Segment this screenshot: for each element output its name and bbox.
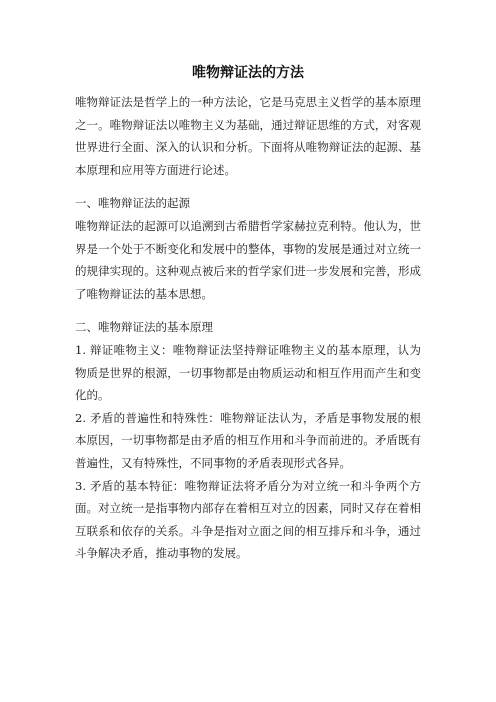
document-title: 唯物辩证法的方法 — [192, 65, 304, 81]
principle-item-3: 3. 矛盾的基本特征：唯物辩证法将矛盾分为对立统一和斗争两个方面。对立统一是指事物内部存在着相互对立的因素，同时又存在着相互联系和依存的关系。斗争是指对立面之间的相互排斥和斗争，通过斗争解决矛盾，推动事物的发展。 — [75, 478, 421, 561]
principle-item-2: 2. 矛盾的普遍性和特殊性：唯物辩证法认为，矛盾是事物发展的根本原因，一切事物都是由矛盾的相互作用和斗争而前进的。矛盾既有普遍性，又有特殊性，不同事物的矛盾表现形式各异。 — [75, 410, 421, 470]
principle-item-1: 1. 辩证唯物主义：唯物辩证法坚持辩证唯物主义的基本原理，认为物质是世界的根源，一切事物都是由物质运动和相互作用而产生和变化的。 — [75, 342, 421, 403]
section-heading-origin: 一、唯物辩证法的起源 — [75, 196, 190, 211]
paragraph-gap — [75, 181, 421, 192]
document-content — [75, 62, 421, 565]
intro-paragraph: 唯物辩证法是哲学上的一种方法论，它是马克思主义哲学的基本原理之一。唯物辩证法以唯物主义为基础，通过辩证思维的方式，对客观世界进行全面、深入的认识和分析。下面将从唯物辩证法的起源、基本原理和应用等方面进行论述。 — [75, 95, 421, 177]
section-heading-principles: 二、唯物辩证法的基本原理 — [75, 320, 213, 335]
section-origin-paragraph: 唯物辩证法的起源可以追溯到古希腊哲学家赫拉克利特。他认为，世界是一个处于不断变化和发展中的整体，事物的发展是通过对立统一的规律实现的。这种观点被后来的哲学家们进一步发展和完善，形成了唯物辩证法的基本思想。 — [75, 218, 421, 301]
paragraph-gap — [75, 305, 421, 316]
